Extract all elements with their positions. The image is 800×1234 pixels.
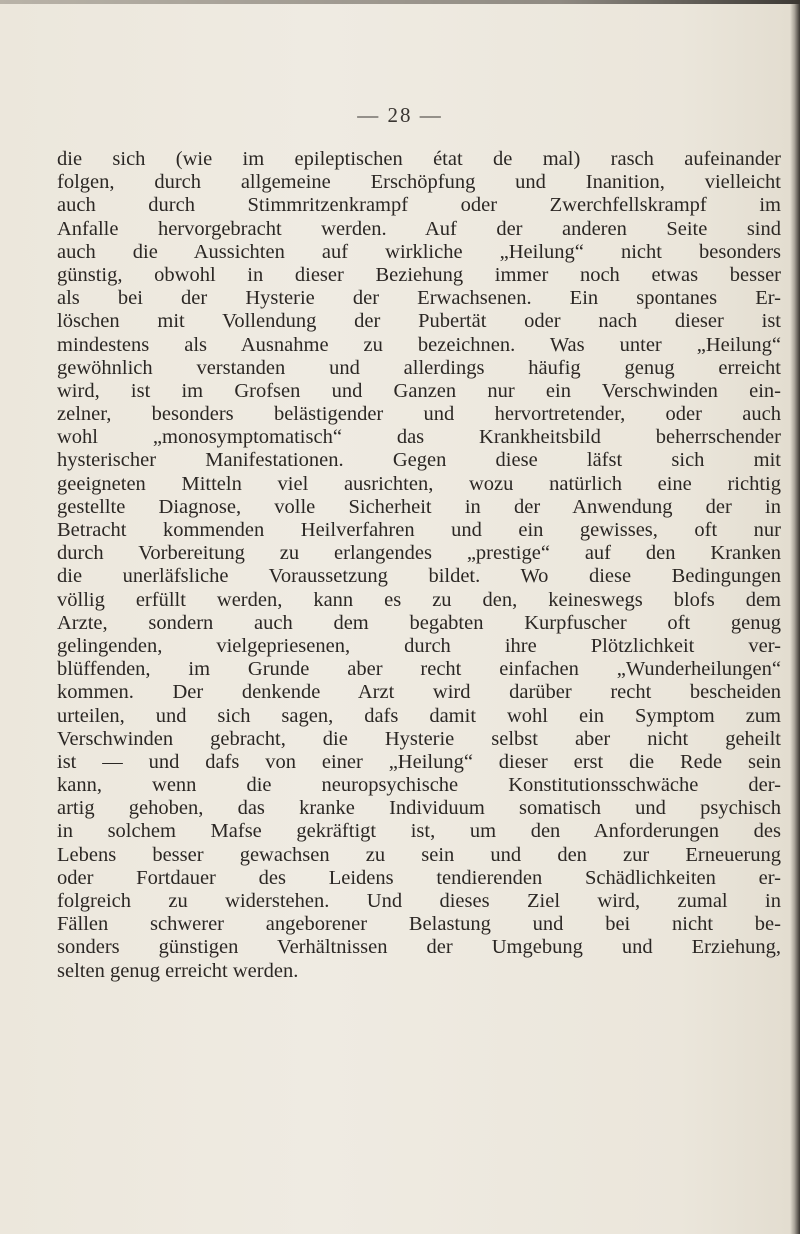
text-line: oder Fortdauer des Leidens tendierenden Schädlichkeiten er- [57, 866, 781, 889]
text-line: die sich (wie im epileptischen état de mal) rasch aufeinander [57, 148, 781, 170]
text-line: gestellte Diagnose, volle Sicherheit in der Anwendung der in [57, 495, 781, 518]
text-line: folgreich zu widerstehen. Und dieses Ziel wird, zumal in [57, 890, 781, 912]
text-line: selten genug erreicht werden. [57, 959, 299, 982]
page-number: — 28 — [357, 103, 443, 127]
text-line: mindestens als Ausnahme zu bezeichnen. Was unter „Heilung“ [57, 333, 781, 356]
text-line: gewöhnlich verstanden und allerdings häufig genug erreicht [57, 356, 781, 379]
text-line: löschen mit Vollendung der Pubertät oder nach dieser ist [57, 310, 781, 333]
text-line: Lebens besser gewachsen zu sein und den zur Erneuerung [57, 843, 781, 866]
text-line: Betracht kommenden Heilverfahren und ein gewisses, oft nur [57, 519, 781, 541]
text-line: zelner, besonders belästigender und hervortretender, oder auch [57, 403, 781, 426]
text-line: völlig erfüllt werden, kann es zu den, keineswegs blofs dem [57, 588, 781, 611]
text-line: wohl „monosymptomatisch“ das Krankheitsbild beherrschender [57, 426, 781, 449]
page-binding-shadow [790, 0, 800, 1234]
text-line: Arzte, sondern auch dem begabten Kurpfuscher oft genug [57, 611, 781, 634]
text-line: artig gehoben, das kranke Individuum somatisch und psychisch [57, 797, 781, 820]
text-line: sonders günstigen Verhältnissen der Umgebung und Erziehung, [57, 936, 781, 959]
text-line: folgen, durch allgemeine Erschöpfung und Inanition, vielleicht [57, 171, 781, 194]
text-line: kommen. Der denkende Arzt wird darüber recht bescheiden [57, 681, 781, 704]
text-line: auch die Aussichten auf wirkliche „Heilung“ nicht besonders [57, 240, 781, 263]
text-line: hysterischer Manifestationen. Gegen diese läfst sich mit [57, 449, 781, 472]
text-line: blüffenden, im Grunde aber recht einfachen „Wunderheilungen“ [57, 658, 781, 681]
text-line: in solchem Mafse gekräftigt ist, um den Anforderungen des [57, 820, 781, 843]
text-line: kann, wenn die neuropsychische Konstitutionsschwäche der- [57, 774, 781, 797]
body-text [57, 148, 781, 983]
text-line: günstig, obwohl in dieser Beziehung immer noch etwas besser [57, 263, 781, 286]
text-line: als bei der Hysterie der Erwachsenen. Ein spontanes Er- [57, 287, 781, 310]
text-line: urteilen, und sich sagen, dafs damit wohl ein Symptom zum [57, 704, 781, 727]
text-line: Verschwinden gebracht, die Hysterie selbst aber nicht geheilt [57, 727, 781, 750]
text-line: gelingenden, vielgepriesenen, durch ihre Plötzlichkeit ver- [57, 634, 781, 657]
page-top-edge [0, 0, 800, 4]
text-line: die unerläfsliche Voraussetzung bildet. Wo diese Bedingungen [57, 565, 781, 588]
text-line: wird, ist im Grofsen und Ganzen nur ein Verschwinden ein- [57, 379, 781, 402]
text-line: Fällen schwerer angeborener Belastung und bei nicht be- [57, 913, 781, 936]
text-line: geeigneten Mitteln viel ausrichten, wozu natürlich eine richtig [57, 472, 781, 495]
text-line: auch durch Stimmritzenkrampf oder Zwerchfellskrampf im [57, 194, 781, 217]
text-line: Anfalle hervorgebracht werden. Auf der anderen Seite sind [57, 217, 781, 240]
text-line: ist — und dafs von einer „Heilung“ dieser erst die Rede sein [57, 750, 781, 773]
text-line: durch Vorbereitung zu erlangendes „prestige“ auf den Kranken [57, 542, 781, 565]
